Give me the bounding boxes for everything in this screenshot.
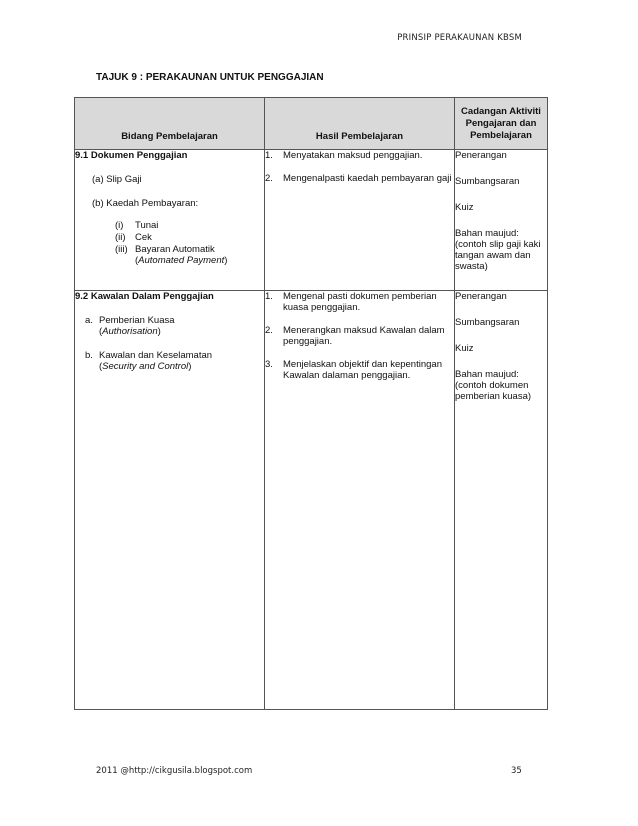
syllabus-table — [74, 97, 548, 710]
list-item — [75, 315, 264, 337]
list-text: Bayaran Automatik (Automated Payment) — [135, 244, 228, 266]
section-heading: 9.1 Dokumen Penggajian — [75, 150, 188, 161]
column-header-hasil: Hasil Pembelajaran — [265, 98, 455, 150]
section-heading: 9.2 Kawalan Dalam Penggajian — [75, 291, 214, 302]
list-item — [75, 350, 264, 372]
outcome-item — [265, 150, 454, 161]
activity-item: Bahan maujud: (contoh dokumen pemberian kuasa) — [455, 369, 532, 402]
column-header-bidang: Bidang Pembelajaran — [75, 98, 265, 150]
cadangan-cell — [455, 291, 548, 710]
list-text-main: Pemberian Kuasa — [99, 315, 175, 326]
list-text-main: Kawalan dan Keselamatan — [99, 350, 213, 361]
outcome-text: Mengenal pasti dokumen pemberian kuasa penggajian. — [283, 291, 437, 313]
english-term: Authorisation — [102, 326, 158, 337]
activity-item: Sumbangsaran — [455, 176, 520, 187]
list-item — [115, 244, 264, 266]
running-header: PRINSIP PERAKAUNAN KBSM — [397, 33, 522, 43]
bidang-cell — [75, 150, 265, 291]
activity-item: Kuiz — [455, 343, 474, 354]
table-header-row — [75, 98, 548, 150]
activity-item: Bahan maujud: (contoh slip gaji kaki tangan awam dan swasta) — [455, 228, 541, 272]
list-item — [115, 220, 264, 231]
list-text: Pemberian Kuasa (Authorisation) — [99, 315, 175, 337]
outcome-text: Menyatakan maksud penggajian. — [283, 150, 423, 161]
hasil-cell — [265, 150, 455, 291]
english-term: Automated Payment — [138, 255, 225, 266]
bidang-cell — [75, 291, 265, 710]
list-marker: (ii) — [115, 232, 126, 243]
english-term: Security and Control — [102, 361, 189, 372]
page-title: TAJUK 9 : PERAKAUNAN UNTUK PENGGAJIAN — [96, 72, 324, 83]
footer-source: 2011 @http://cikgusila.blogspot.com — [96, 766, 253, 776]
list-text-main: Bayaran Automatik — [135, 244, 215, 255]
list-marker: a. — [85, 315, 93, 326]
list-marker: 2. — [265, 325, 273, 336]
list-text: Cek — [135, 232, 152, 243]
outcome-item — [265, 325, 454, 347]
activity-item: Penerangan — [455, 291, 507, 302]
table-row — [75, 150, 548, 291]
list-marker: (i) — [115, 220, 124, 231]
list-marker: b. — [85, 350, 93, 361]
table-row — [75, 291, 548, 710]
outcome-text: Menerangkan maksud Kawalan dalam penggajian. — [283, 325, 445, 347]
outcome-text: Mengenalpasti kaedah pembayaran gaji — [283, 173, 452, 184]
payment-method-list — [75, 220, 264, 266]
list-marker: 2. — [265, 173, 273, 184]
column-header-cadangan: Cadangan Aktiviti Pengajaran dan Pembelajaran — [455, 98, 548, 150]
list-text: Kawalan dan Keselamatan (Security and Control) — [99, 350, 213, 372]
page-number: 35 — [511, 766, 522, 776]
list-text: Tunai — [135, 220, 159, 231]
activity-item: Sumbangsaran — [455, 317, 520, 328]
activity-item: Kuiz — [455, 202, 474, 213]
activity-item: Penerangan — [455, 150, 507, 161]
hasil-cell — [265, 291, 455, 710]
list-marker: 1. — [265, 150, 273, 161]
subitem: (b) Kaedah Pembayaran: — [92, 198, 199, 209]
outcome-text: Menjelaskan objektif dan kepentingan Kawalan dalaman penggajian. — [283, 359, 442, 381]
list-marker: 1. — [265, 291, 273, 302]
outcome-item — [265, 173, 454, 184]
outcome-item — [265, 291, 454, 313]
list-marker: 3. — [265, 359, 273, 370]
cadangan-cell — [455, 150, 548, 291]
list-marker: (iii) — [115, 244, 128, 255]
subitem: (a) Slip Gaji — [92, 174, 142, 185]
list-item — [115, 232, 264, 243]
outcome-item — [265, 359, 454, 381]
